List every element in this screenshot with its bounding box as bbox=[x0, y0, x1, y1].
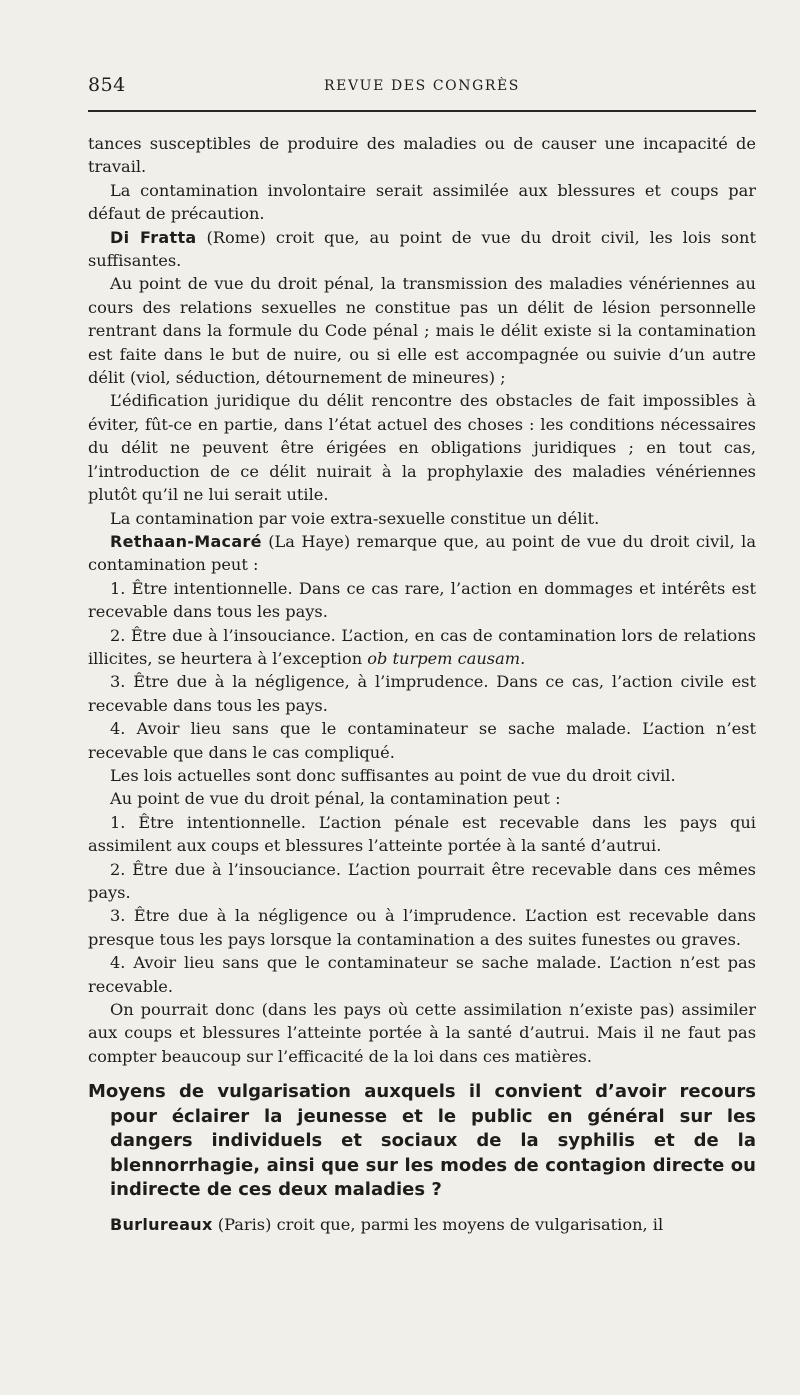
paragraph: 4. Avoir lieu sans que le contaminateur se sache malade. L’action n’est recevable que dans le cas compliqué. bbox=[88, 719, 756, 762]
paragraph: 4. Avoir lieu sans que le contaminateur se sache malade. L’action n’est pas recevable. bbox=[88, 953, 756, 996]
speaker-name: Di Fratta bbox=[110, 227, 197, 247]
paragraph: Au point de vue du droit pénal, la transmission des maladies vénériennes au cours des relations sexuelles ne constitue pas un délit de lésion personnelle rentrant dans la formule du Code pénal ; mais le délit existe si la contamination est faite dans le but de nuire, ou si elle est accompagnée ou suivie d’un autre délit (viol, séduction, détournement de mineures) ; bbox=[88, 274, 756, 388]
paragraph: 3. Être due à la négligence, à l’imprudence. Dans ce cas, l’action civile est recevable dans tous les pays. bbox=[88, 672, 756, 715]
paragraph: 2. Être due à l’insouciance. L’action pourrait être recevable dans ces mêmes pays. bbox=[88, 859, 756, 902]
paragraph: L’édification juridique du délit rencontre des obstacles de fait impossibles à éviter, fût-ce en partie, dans l’état actuel des choses : les conditions nécessaires du délit ne peuvent être érigées en obligations juridiques ; en tout cas, l’introduction de ce délit nuirait à la prophylaxie des maladies vénériennes plutôt qu’il ne lui serait utile. bbox=[88, 391, 756, 505]
speaker-name: Rethaan-Macaré bbox=[110, 531, 262, 551]
section-heading: Moyens de vulgarisation auxquels il convient d’avoir recours pour éclairer la jeunesse et le public en général sur les dangers individuels et sociaux de la syphilis et de la blennorrhagie, ainsi que sur les modes de contagion directe ou indirecte de ces deux maladies ? bbox=[88, 1081, 756, 1201]
running-title: REVUE DES CONGRÈS bbox=[324, 78, 520, 94]
paragraph: Les lois actuelles sont donc suffisantes au point de vue du droit civil. bbox=[110, 765, 676, 785]
paragraph-text: (Rome) croit que, au point de vue du droit civil, les lois sont suffisantes. bbox=[88, 227, 756, 271]
paragraph bbox=[88, 624, 756, 671]
paragraph: On pourrait donc (dans les pays où cette assimilation n’existe pas) assimiler aux coups et blessures l’atteinte portée à la santé d’autrui. Mais il ne faut pas compter beaucoup sur l’efficacité de la loi dans ces matières. bbox=[88, 1000, 756, 1066]
paragraph: La contamination par voie extra-sexuelle constitue un délit. bbox=[110, 508, 600, 528]
paragraph: 1. Être intentionnelle. Dans ce cas rare, l’action en dommages et intérêts est recevable dans tous les pays. bbox=[88, 578, 756, 622]
paragraph-text: (La Haye) remarque que, au point de vue du droit civil, la contamination peut : bbox=[88, 531, 756, 575]
paragraph bbox=[88, 226, 756, 273]
paragraph-text: 2. Être due à l’insouciance. L’action, en cas de contamination lors de relations illicites, se heurtera à l’exception bbox=[88, 625, 756, 668]
paragraph: 1. Être intentionnelle. L’action pénale est recevable dans les pays qui assimilent aux coups et blessures l’atteinte portée à la santé d’autrui. bbox=[88, 812, 756, 856]
latin-phrase: ob turpem causam. bbox=[367, 648, 526, 668]
speaker-name: Burlureaux bbox=[110, 1214, 213, 1234]
header-rule bbox=[88, 110, 756, 112]
page-header bbox=[88, 74, 756, 104]
paragraph-text: (Paris) croit que, parmi les moyens de vulgarisation, il bbox=[212, 1214, 664, 1234]
paragraph bbox=[88, 1213, 756, 1236]
paragraph: 3. Être due à la négligence ou à l’imprudence. L’action est recevable dans presque tous les pays lorsque la contamination a des suites funestes ou graves. bbox=[88, 906, 756, 949]
paragraph bbox=[88, 530, 756, 577]
body-text bbox=[88, 132, 756, 1236]
page-number: 854 bbox=[88, 74, 126, 96]
paragraph: La contamination involontaire serait assimilée aux blessures et coups par défaut de précaution. bbox=[88, 180, 756, 224]
paragraph: Au point de vue du droit pénal, la contamination peut : bbox=[110, 789, 561, 809]
paragraph: tances susceptibles de produire des maladies ou de causer une incapacité de travail. bbox=[88, 134, 756, 177]
